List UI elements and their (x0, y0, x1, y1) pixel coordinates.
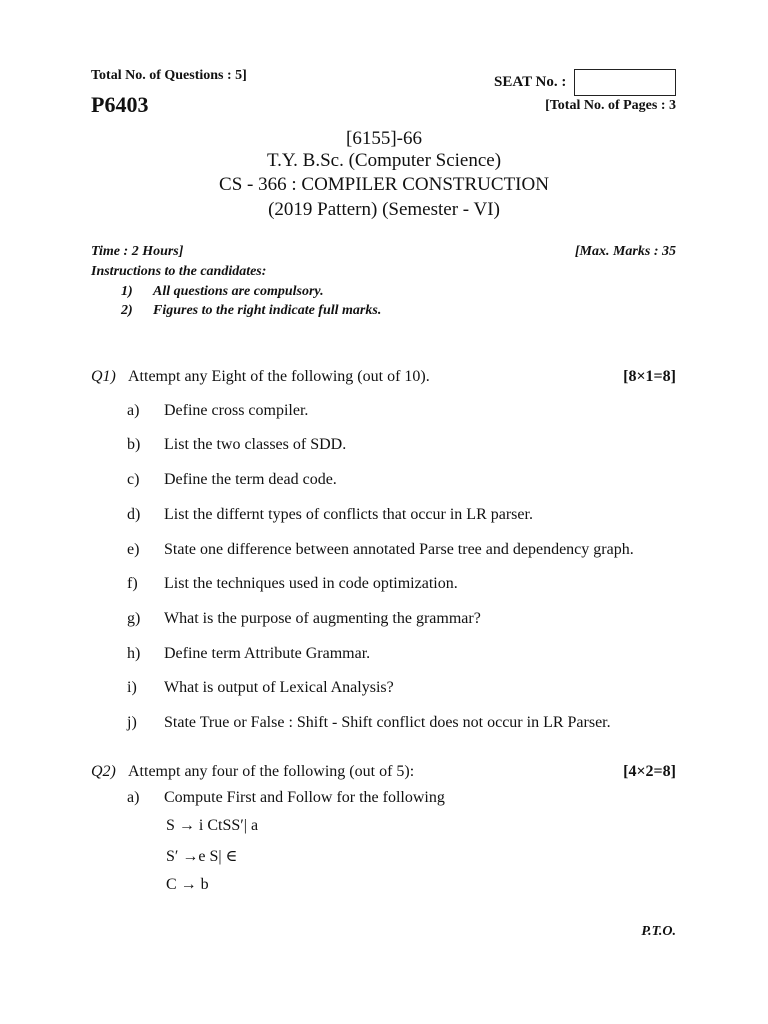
item-letter: d) (127, 506, 141, 523)
seat-no-box (574, 69, 676, 96)
total-pages: [Total No. of Pages : 3 (545, 98, 676, 113)
paper-code: P6403 (91, 92, 149, 117)
question-item: State True or False : Shift - Shift conflict does not occur in LR Parser. (164, 714, 611, 731)
question-text: Attempt any Eight of the following (out of 10). (128, 368, 430, 385)
item-letter: g) (127, 610, 141, 627)
total-questions: Total No. of Questions : 5] (91, 68, 247, 83)
item-letter: b) (127, 436, 141, 453)
grammar-production: C → b (166, 876, 209, 893)
subject-title: CS - 366 : COMPILER CONSTRUCTION (219, 174, 549, 195)
instruction-text: Figures to the right indicate full marks. (153, 303, 382, 318)
max-marks: [Max. Marks : 35 (574, 244, 676, 259)
question-marks: [4×2=8] (623, 763, 676, 780)
pattern-semester: (2019 Pattern) (Semester - VI) (268, 199, 500, 220)
item-letter: j) (127, 714, 137, 731)
question-item: List the two classes of SDD. (164, 436, 347, 453)
question-item: Compute First and Follow for the following (164, 789, 445, 806)
question-item: Define cross compiler. (164, 402, 309, 419)
exam-code: [6155]-66 (346, 128, 422, 149)
question-item: State one difference between annotated Parse tree and dependency graph. (164, 541, 634, 558)
question-item: Define term Attribute Grammar. (164, 645, 371, 662)
exam-time: Time : 2 Hours] (91, 244, 184, 259)
grammar-production: S′ →e S| ∈ (166, 848, 238, 865)
grammar-production: S → i CtSS′| a (166, 817, 259, 834)
instructions-heading: Instructions to the candidates: (91, 264, 267, 279)
item-letter: h) (127, 645, 141, 662)
question-marks: [8×1=8] (623, 368, 676, 385)
page-turn-over: P.T.O. (641, 924, 676, 939)
question-item: List the techniques used in code optimization. (164, 575, 458, 592)
item-letter: a) (127, 789, 140, 806)
item-letter: a) (127, 402, 140, 419)
seat-no-label: SEAT No. : (494, 74, 567, 90)
instruction-number: 2) (121, 303, 133, 318)
item-letter: e) (127, 541, 140, 558)
item-letter: c) (127, 471, 140, 488)
question-item: What is the purpose of augmenting the grammar? (164, 610, 481, 627)
question-text: Attempt any four of the following (out of 5): (128, 763, 415, 780)
question-item: List the differnt types of conflicts that occur in LR parser. (164, 506, 533, 523)
item-letter: i) (127, 679, 137, 696)
item-letter: f) (127, 575, 138, 592)
question-number: Q2) (91, 763, 116, 780)
question-item: Define the term dead code. (164, 471, 337, 488)
instruction-text: All questions are compulsory. (153, 284, 324, 299)
instruction-number: 1) (121, 284, 133, 299)
question-item: What is output of Lexical Analysis? (164, 679, 394, 696)
question-number: Q1) (91, 368, 116, 385)
course-title: T.Y. B.Sc. (Computer Science) (266, 150, 502, 171)
